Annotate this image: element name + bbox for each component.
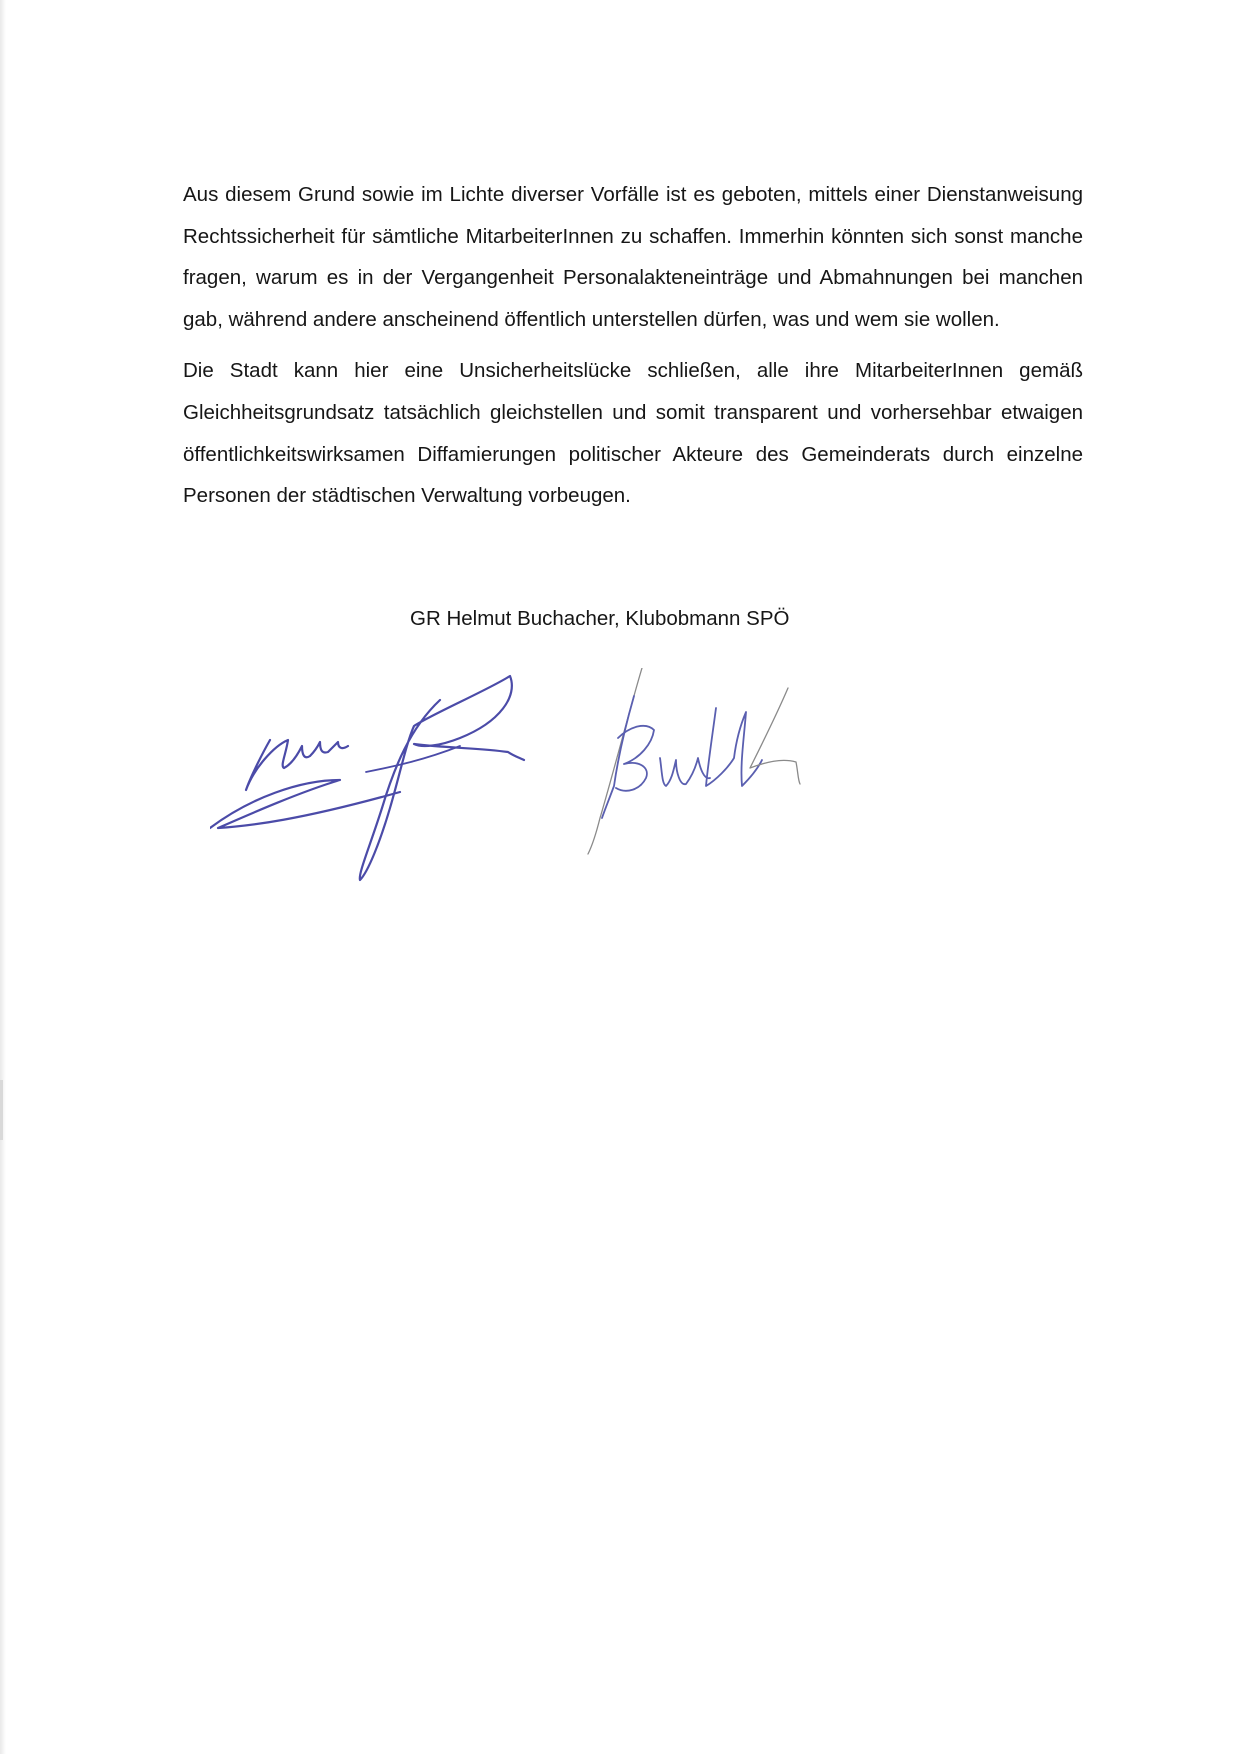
signature-1-underline xyxy=(210,780,400,828)
signature-2-stroke-c xyxy=(616,726,654,791)
paragraph-2: Die Stadt kann hier eine Unsicherheitslücke schließen, alle ihre MitarbeiterInnen gemäß Gleichheitsgrundsatz tatsächlich gleichstellen und somit transparent und vorhersehbar etwaigen öffentlichkeitswirksamen Diffamierungen politischer Akteure des Gemeinderats durch einzelne Personen der städtischen Verwaltung vorbeugen. xyxy=(183,359,1083,508)
signature-drawing xyxy=(210,668,930,898)
signature-2-stroke-b xyxy=(602,696,634,818)
handwritten-signature xyxy=(210,668,930,898)
signature-2-stroke-f xyxy=(750,688,800,784)
signature-2-stroke-e xyxy=(706,708,762,786)
paragraph-1: Aus diesem Grund sowie im Lichte diverser Vorfälle ist es geboten, mittels einer Dienstanweisung Rechtssicherheit für sämtliche MitarbeiterInnen zu schaffen. Immerhin könnten sich sonst manche fragen, warum es in der Vergangenheit Personalakteneinträge und Abmahnungen bei manchen gab, während andere anscheinend öffentlich unterstellen dürfen, was und wem sie wollen. xyxy=(183,183,1083,331)
body-text xyxy=(183,174,1083,517)
signature-1-stroke-c xyxy=(366,746,460,772)
scan-edge-shadow xyxy=(0,0,6,1754)
signatory-line: GR Helmut Buchacher, Klubobmann SPÖ xyxy=(410,607,790,630)
signature-1-stroke-b xyxy=(360,676,524,880)
scan-edge-mark xyxy=(0,1080,3,1140)
signature-2-stroke-d xyxy=(660,758,710,786)
